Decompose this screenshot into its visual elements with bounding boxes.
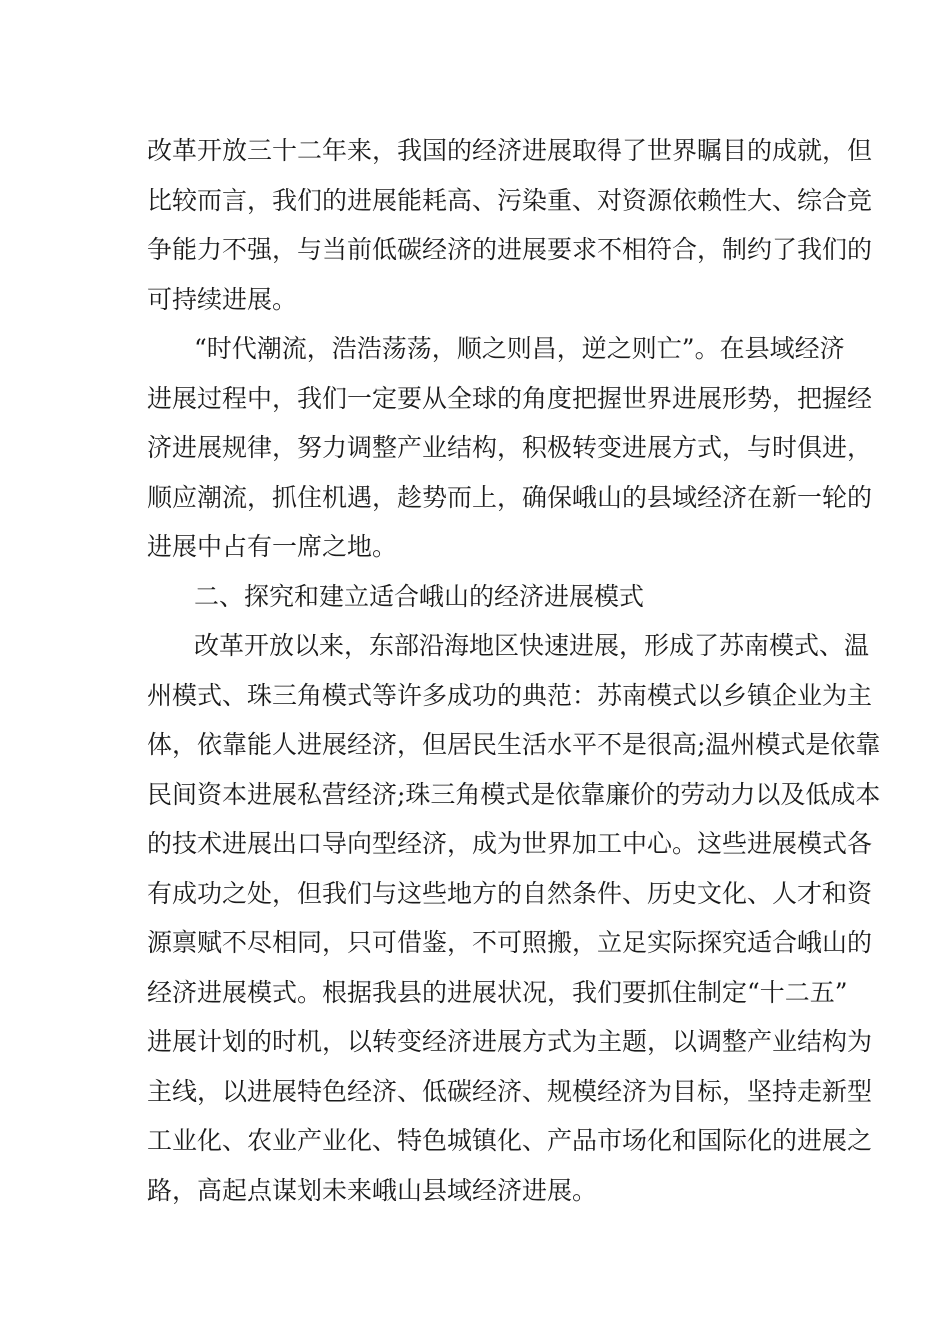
- paragraph-2: [147, 324, 873, 572]
- text-line: 进展中占有一席之地。: [147, 532, 398, 561]
- text-line: 改革开放三十二年来，我国的经济进展取得了世界瞩目的成就，但: [147, 136, 873, 165]
- text-line: 州模式、珠三角模式等许多成功的典范：苏南模式以乡镇企业为主: [147, 680, 873, 710]
- text-line: 民间资本进展私营经济;珠三角模式是依靠廉价的劳动力以及低成本: [147, 779, 881, 809]
- text-line: 可持续进展。: [147, 284, 298, 314]
- text-line: 改革开放以来，东部沿海地区快速进展，形成了苏南模式、温: [194, 631, 870, 660]
- text-line: 体，依靠能人进展经济，但居民生活水平不是很高;温州模式是依靠: [147, 730, 881, 759]
- text-line: 争能力不强，与当前低碳经济的进展要求不相符合，制约了我们的: [147, 235, 873, 264]
- text-line: 源禀赋不尽相同，只可借鉴，不可照搬，立足实际探究适合峨山的: [147, 928, 873, 957]
- text-line: 进展计划的时机，以转变经济进展方式为主题，以调整产业结构为: [147, 1027, 873, 1056]
- text-line: 主线，以进展特色经济、低碳经济、规模经济为目标，坚持走新型: [147, 1076, 873, 1106]
- text-line: 顺应潮流，抓住机遇，趁势而上，确保峨山的县域经济在新一轮的: [147, 482, 873, 512]
- document-body: [147, 126, 881, 1215]
- text-line: 有成功之处，但我们与这些地方的自然条件、历史文化、人才和资: [147, 878, 873, 908]
- text-line: 路，高起点谋划未来峨山县域经济进展。: [147, 1175, 598, 1205]
- text-line: 的技术进展出口导向型经济，成为世界加工中心。这些进展模式各: [147, 829, 873, 858]
- paragraph-1: [147, 126, 873, 324]
- paragraph-3: [147, 621, 881, 1215]
- heading-text: 二、探究和建立适合峨山的经济进展模式: [194, 581, 645, 611]
- text-line: 工业化、农业产业化、特色城镇化、产品市场化和国际化的进展之: [147, 1126, 873, 1155]
- text-line: 经济进展模式。根据我县的进展状况，我们要抓住制定“十二五”: [147, 977, 848, 1007]
- section-heading: [147, 572, 807, 622]
- text-line: 进展过程中，我们一定要从全球的角度把握世界进展形势，把握经: [147, 383, 873, 413]
- text-line: “时代潮流，浩浩荡荡，顺之则昌，逆之则亡”。在县域经济: [194, 334, 845, 363]
- text-line: 济进展规律，努力调整产业结构，积极转变进展方式，与时俱进，: [147, 433, 873, 462]
- text-line: 比较而言，我们的进展能耗高、污染重、对资源依赖性大、综合竞: [147, 185, 873, 215]
